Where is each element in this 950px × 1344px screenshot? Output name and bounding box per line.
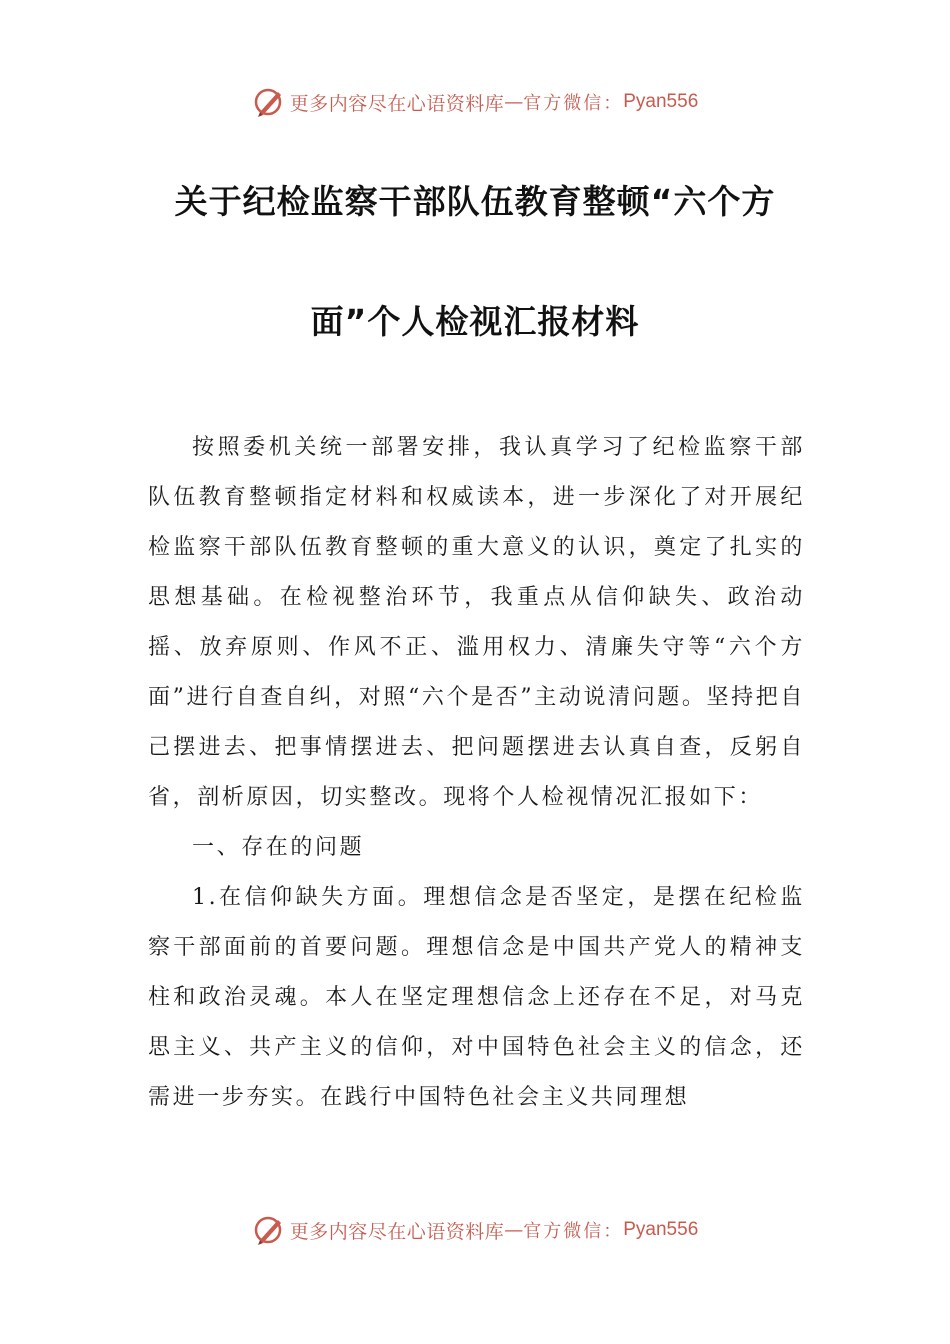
header-watermark [0,82,950,122]
intro-paragraph: 按照委机关统一部署安排，我认真学习了纪检监察干部队伍教育整顿指定材料和权威读本，进一步深化了对开展纪检监察干部队伍教育整顿的重大意义的认识，奠定了扎实的思想基础。在检视整治环节，我重点从信仰缺失、政治动摇、放弃原则、作风不正、滥用权力、清廉失守等“六个方面”进行自查自纠，对照“六个是否”主动说清问题。坚持把自己摆进去、把事情摆进去、把问题摆进去认真自查，反躬自省，剖析原因，切实整改。现将个人检视情况汇报如下： [148,435,805,810]
watermark-separator: — [504,91,524,113]
document-body [148,423,805,1123]
watermark-wechat-label: 官方微信： [523,93,624,114]
watermark-wechat-label: 官方微信： [523,1221,624,1242]
document-title-line-2: 面”个人检视汇报材料 [310,302,640,341]
footer-watermark [0,1210,950,1250]
pen-logo-icon [252,85,286,119]
watermark-site-text: 更多内容尽在心语资料库 [289,92,505,115]
document-title-line-1: 关于纪检监察干部队伍教育整顿“六个方 [174,182,776,221]
watermark-wechat-id: Pyan556 [623,1219,699,1240]
section-heading: 一、存在的问题 [192,835,365,860]
watermark-wechat-id: Pyan556 [623,91,699,112]
watermark-site-text: 更多内容尽在心语资料库 [289,1220,505,1243]
point-paragraph: 1.在信仰缺失方面。理想信念是否坚定，是摆在纪检监察干部面前的首要问题。理想信念是中国共产党人的精神支柱和政治灵魂。本人在坚定理想信念上还存在不足，对马克思主义、共产主义的信仰，对中国特色社会主义的信念，还需进一步夯实。在践行中国特色社会主义共同理想 [148,885,805,1110]
pen-logo-icon [252,1213,286,1247]
watermark-separator: — [504,1219,524,1241]
